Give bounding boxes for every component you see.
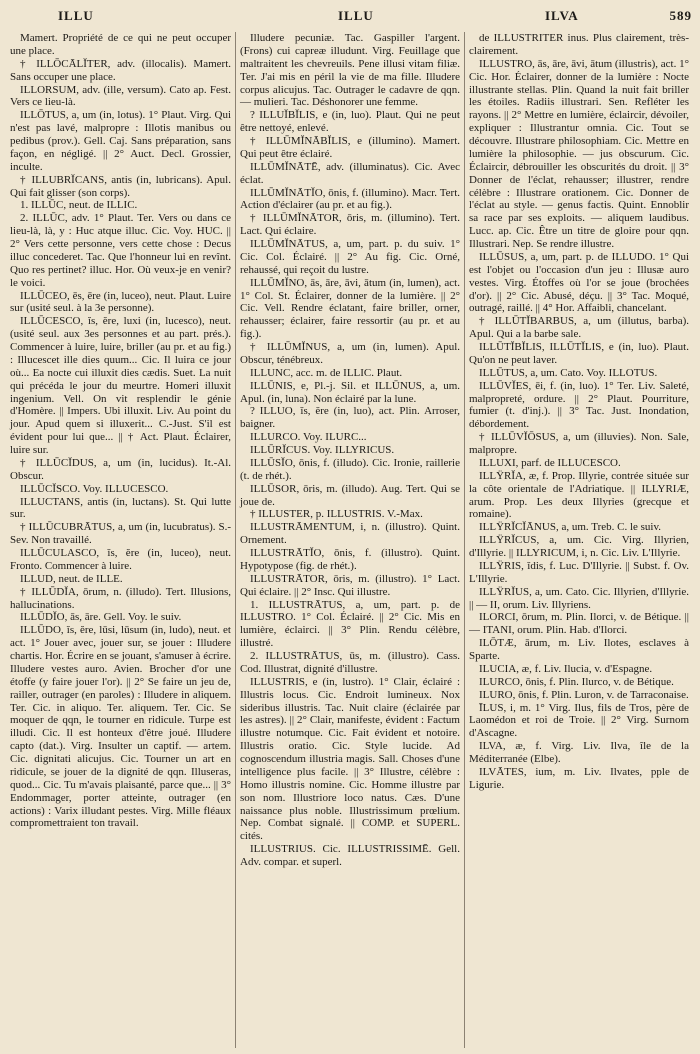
- dictionary-entry: de ILLUSTRITER inus. Plus clairement, très-clairement.: [469, 32, 689, 57]
- dictionary-entry: † ILLŪVĬŌSUS, a, um (illuvies). Non. Sale, malpropre.: [469, 431, 689, 456]
- dictionary-entry: ILLUD, neut. de ILLE.: [20, 572, 123, 585]
- dictionary-entry: ILLUSTRĀTĬO, ōnis, f. (illustro). Quint. Hypotypose (fig. de rhét.).: [240, 547, 460, 572]
- dictionary-entry: Mamert. Propriété de ce qui ne peut occuper une place.: [10, 32, 231, 57]
- dictionary-entry: ILLŪDĬO, ās, āre. Gell. Voy. le suiv.: [20, 611, 182, 624]
- dictionary-entry: Illudere pecuniæ. Tac. Gaspiller l'argent. (Frons) cui capreæ illudunt. Virg. Feuillage que maltraitent les chevreuils. Pene illusi vitam filiæ. Ter. J'ai mis en péril la vie de ma fille. Illudere corpus alicujus. Tac. Outrager le cadavre de qqn. — mulieri. Tac. Déshonorer une femme.: [240, 32, 460, 109]
- dictionary-entry: ILLŪMĬNĀTĒ, adv. (illuminatus). Cic. Avec éclat.: [240, 160, 460, 186]
- dictionary-entry: ILORCI, ōrum, m. Plin. Ilorci, v. de Bétique. || — ITANI, orum. Plin. Hab. d'Ilorci.: [469, 611, 689, 637]
- dictionary-entry: 1. ILLŪC, neut. de ILLIC.: [20, 199, 138, 212]
- dictionary-entry: ? ILLUO, ĭs, ĕre (in, luo), act. Plin. Arroser, baigner.: [240, 405, 460, 431]
- dictionary-entry: ILLUSTRIUS. Cic. ILLUSTRISSIMĒ. Gell. Adv. compar. et superl.: [240, 843, 460, 868]
- dictionary-entry: ILLUSTRĀTOR, ōris, m. (illustro). 1° Lact. Qui éclaire. || 2° Insc. Qui illustre.: [240, 572, 460, 598]
- dictionary-entry: ILLŪNIS, e, Pl.-j. Sil. et ILLŪNUS, a, um. Apul. (in, luna). Non éclairé par la lune.: [240, 379, 460, 405]
- dictionary-entry: ? ILLUĬBĬLIS, e (in, luo). Plaut. Qui ne peut être nettoyé, enlevé.: [240, 109, 460, 135]
- dictionary-entry: ILLŸRĬCUS, a, um. Cic. Virg. Illyrien, d'Illyrie. || ILLYRICUM, i, n. Cic. Liv. L'Illyrie.: [469, 534, 689, 559]
- dictionary-entry: ILLŌTUS, a, um (in, lotus). 1° Plaut. Virg. Qui n'est pas lavé, malpropre : Illotis manibus ou pedibus (prov.). Gell. Caj. Sans préparation, sans façon, en négligé. || 2° Auct. Decl. Grossier, inculte.: [10, 109, 231, 173]
- dictionary-entry: ILLŪMĬNO, ās, āre, āvi, ātum (in, lumen), act. 1° Col. St. Éclairer, donner de la lumière. || 2° Cic. Vell. Rendre éclatant, faire briller, orner, rehausser; éclairer, faire ressortir (au pr. et au fig.).: [240, 276, 460, 341]
- dictionary-entry: ILLŸRIS, ĭdis, f. Luc. D'Illyrie. || Subst. f. Ov. L'Illyrie.: [469, 559, 689, 585]
- dictionary-entry: ILLŪDO, ĭs, ĕre, lūsi, lūsum (in, ludo), neut. et act. 1° Jouer avec, jouer sur, se jouer : Illudere chartis. Hor. Écrire en se jouant, s'amuser à écrire. Illudere vestes auro. Avien. Brocher d'or une étoffe (y faire jouer l'or). || 2° Se faire un jeu de, railler, outrager (en paroles) : Illudere in aliquem. Ter. Cic. in aliquo. Ter. aliquem. Ter. Cic. Se moquer de qqn, le tourner en ridicule. Turpe est illudi. Cic. Il est honteux d'être joué. Illudere capto (dat.). Virg. Insulter un captif. — artem. Cic. dignitati alicujus. Cic. Tourner un art en ridicule, se jouer de la dignité de qqn. Illuseras, quod... Cic. Tu m'avais plaisanté, parce que... || 3° Endommager, porter atteinte, outrager (en actions) : Varix illudant pestes. Virg. Mille fléaux compromettraient ton travail.: [10, 624, 231, 830]
- dictionary-entry: ILLŪSOR, ōris, m. (illudo). Aug. Tert. Qui se joue de.: [240, 482, 460, 508]
- dictionary-entry: † ILLUBRĬCANS, antis (in, lubricans). Apul. Qui fait glisser (son corps).: [10, 173, 231, 199]
- running-header: [0, 8, 700, 28]
- dictionary-entry: ILVĀTES, ium, m. Liv. Ilvates, pple de Ligurie.: [469, 765, 689, 791]
- dictionary-entry: † ILLUSTER, p. ILLUSTRIS. V.-Max.: [250, 508, 423, 521]
- dictionary-entry: ILLŪSUS, a, um, part. p. de ILLUDO. 1° Qui est l'objet ou l'occasion d'un jeu : Illusæ auro vestes. Virg. Étoffes où l'or se joue (brochées d'or). || 2° Cic. Abusé, déçu. || 3° Tac. Moqué, outragé, raillé. || 4° Hor. Affaibli, chancelant.: [469, 250, 689, 315]
- dictionary-entry: ILLŪMĬNĀTUS, a, um, part. p. du suiv. 1° Cic. Col. Éclairé. || 2° Au fig. Cic. Orné, rehaussé, qui reçoit du lustre.: [240, 238, 460, 276]
- dictionary-entry: † ILLŪDĬA, ōrum, n. (illudo). Tert. Illusions, hallucinations.: [10, 585, 231, 611]
- dictionary-entry: † ILLŌCĀLĬTER, adv. (illocalis). Mamert. Sans occuper une place.: [10, 57, 231, 83]
- dictionary-entry: ILLŪCESCO, ĭs, ĕre, luxi (in, lucesco), neut. (usité seul. aux 3es personnes et au part. prés.). Commencer à luire, luire, briller (au pr. et au fig.) : Illucescet ille dies quum... Cic. Il luira ce jour où... Ea nocte cui illuxit dies cædis. Suet. La nuit qui précéda le jour du meurtre. Homeri illuxit ingenium. Vell. On vit resplendir le génie d'Homère. || Impers. Ubi illuxit. Liv. Au point du jour. Apud quem si illuxerit... C.-Just. S'il est évident pour lui que... || † Act. Plaut. Éclairer, luire sur.: [10, 315, 231, 456]
- dictionary-entry: ILVA, æ, f. Virg. Liv. Ilva, île de la Méditerranée (Elbe).: [469, 740, 689, 765]
- dictionary-entry: ILLUSTRO, ās, āre, āvi, ātum (illustris), act. 1° Cic. Hor. Éclairer, donner de la lumière : Nocte illustrante stellas. Plin. Quand la nuit fait briller les étoiles. Radiis illustrari. Sen. Refléter les rayons. || 2° Mettre en lumière, éclaircir, dévoiler, expliquer : Illustrantur omnia. Cic. Tout se découvre. Illustrare philosophiam. Cic. Mettre en lumière la philosophie. — jus obscurum. Cic. Éclaircir, débrouiller les obscurités du droit. || 3° Donner de l'éclat, rehausser; illustrer, rendre célèbre : Illustrare orationem. Cic. Donner de l'éclat au style. — genus factis. Quint. Ennoblir sa race par ses exploits. — aliquem laudibus. Lucc. ap. Cic. Être un titre de gloire pour qqn. Illustrari. Nep. Se rendre illustre.: [469, 57, 689, 250]
- dictionary-entry: ILURO, ōnis, f. Plin. Luron, v. de Tarraconaise.: [479, 688, 689, 701]
- dictionary-entry: ILLŪTĬBĬLIS, ILLŪTĬLIS, e (in, luo). Plaut. Qu'on ne peut laver.: [469, 341, 689, 366]
- dictionary-entry: 2. ILLŪC, adv. 1° Plaut. Ter. Vers ou dans ce lieu-là, là, y : Huc atque illuc. Cic. Voy. HUC. || 2° Vers cette personne, vers cette chose : Decus illuc concederet. Tac. Que l'honneur lui en revînt. Quo res pertinet? illuc. Hor. Où veux-je en venir? le voici.: [10, 212, 231, 289]
- header-left-word: ILLU: [58, 8, 94, 23]
- dictionary-entry: † ILLŪTĬBARBUS, a, um (illutus, barba). Apul. Qui a la barbe sale.: [469, 315, 689, 341]
- dictionary-entry: ILLŪTUS, a, um. Cato. Voy. ILLOTUS.: [479, 366, 658, 379]
- dictionary-entry: ILLUSTRIS, e (in, lustro). 1° Clair, éclairé : Illustris locus. Cic. Endroit lumineux. Nox sideribus illustris. Tac. Nuit claire (éclairée par les astres). || 2° Clair, manifeste, évident : Factum illustre notumque. Cic. Fait évident et notoire. Illustris oratio. Cic. Style lucide. Ad cognoscendum illustria magis. Sall. Choses d'une intelligence plus facile. || 3° Illustre, célèbre : Homo illustris nomine. Cic. Homme illustre par son nom. Illustriore loco natus. Cæs. D'une naissance plus noble. Illustrissimum prœlium. Nep. Combat signalé. || COMP. et SUPERL. cités.: [240, 675, 460, 843]
- dictionary-entry: † ILLŪMĬNĀBĬLIS, e (illumino). Mamert. Qui peut être éclairé.: [240, 135, 460, 160]
- dictionary-entry: † ILLŪCUBRĀTUS, a, um (in, lucubratus). S.-Sev. Non travaillé.: [10, 521, 231, 547]
- dictionary-entry: ILLUXI, parf. de ILLUCESCO.: [479, 456, 621, 469]
- dictionary-entry: † ILLŪCĬDUS, a, um (in, lucidus). It.-Al. Obscur.: [10, 456, 231, 482]
- text-columns: [6, 32, 694, 1048]
- column-right: [464, 32, 693, 1048]
- dictionary-entry: † ILLŪMĬNĀTOR, ōris, m. (illumino). Tert. Lact. Qui éclaire.: [240, 212, 460, 238]
- dictionary-entry: ILLŪSĬO, ōnis, f. (illudo). Cic. Ironie, raillerie (t. de rhét.).: [240, 456, 460, 482]
- dictionary-entry: 1. ILLUSTRĀTUS, a, um, part. p. de ILLUSTRO. 1° Col. Éclairé. || 2° Cic. Mis en lumière, éclairci. || 3° Plin. Rendu célèbre, illustré.: [240, 598, 460, 650]
- column-left: [6, 32, 235, 1048]
- dictionary-entry: ILLURCO. Voy. ILURC...: [250, 431, 367, 444]
- dictionary-entry: ILLUCTANS, antis (in, luctans). St. Qui lutte sur.: [10, 495, 231, 521]
- dictionary-entry: ILLUSTRĀMENTUM, i, n. (illustro). Quint. Ornement.: [240, 521, 460, 547]
- dictionary-entry: ILLŸRĬA, æ, f. Prop. Illyrie, contrée située sur la côte orientale de l'Adriatique. || ILLYRIÆ, arum. Prop. Les deux Illyries (grecque et romaine).: [469, 469, 689, 521]
- dictionary-entry: ILLŪCĬSCO. Voy. ILLUCESCO.: [20, 482, 169, 495]
- dictionary-entry: ILUCIA, æ, f. Liv. Ilucia, v. d'Espagne.: [479, 662, 653, 675]
- dictionary-entry: ILLŪVĬES, ēi, f. (in, luo). 1° Ter. Liv. Saleté, malpropreté, ordure. || 2° Plaut. Pourriture, fumier (t. d'inj.). || 3° Tac. Just. Inondation, débordement.: [469, 379, 689, 431]
- dictionary-entry: ILLUNC, acc. m. de ILLIC. Plaut.: [250, 366, 403, 379]
- header-center-word: ILLU: [338, 8, 374, 23]
- dictionary-entry: ILURCO, ōnis, f. Plin. Ilurco, v. de Bétique.: [479, 675, 674, 688]
- dictionary-entry: ILLORSUM, adv. (ille, versum). Cato ap. Fest. Vers ce lieu-là.: [10, 83, 231, 109]
- column-middle: [235, 32, 464, 1048]
- dictionary-entry: ILLŪCULASCO, ĭs, ĕre (in, luceo), neut. Fronto. Commencer à luire.: [10, 547, 231, 572]
- dictionary-entry: ILLŪRĬCUS. Voy. ILLYRICUS.: [250, 444, 395, 456]
- dictionary-entry: 2. ILLUSTRĀTUS, ūs, m. (illustro). Cass. Cod. Illustrat, dignité d'illustre.: [240, 650, 460, 675]
- dictionary-entry: ILŌTÆ, ārum, m. Liv. Ilotes, esclaves à Sparte.: [469, 637, 689, 662]
- page-number: 589: [669, 8, 692, 23]
- dictionary-entry: ILLŸRĬCĬĀNUS, a, um. Treb. C. le suiv.: [479, 521, 662, 534]
- dictionary-entry: ILLŪMĬNĀTĬO, ōnis, f. (illumino). Macr. Tert. Action d'éclairer (au pr. et au fig.).: [240, 186, 460, 212]
- dictionary-entry: ILLŸRĬUS, a, um. Cato. Cic. Illyrien, d'Illyrie. || — II, orum. Liv. Illyriens.: [469, 585, 689, 611]
- header-right-word: ILVA: [545, 8, 579, 23]
- dictionary-entry: ILLŪCEO, ēs, ēre (in, luceo), neut. Plaut. Luire sur (usité seul. à la 3e personne).: [10, 289, 231, 315]
- dictionary-entry: ĪLUS, i, m. 1° Virg. Ilus, fils de Tros, père de Laomédon et roi de Troie. || 2° Virg. Surnom d'Ascagne.: [469, 701, 689, 740]
- dictionary-entry: † ILLŪMĬNUS, a, um (in, lumen). Apul. Obscur, ténébreux.: [240, 341, 460, 366]
